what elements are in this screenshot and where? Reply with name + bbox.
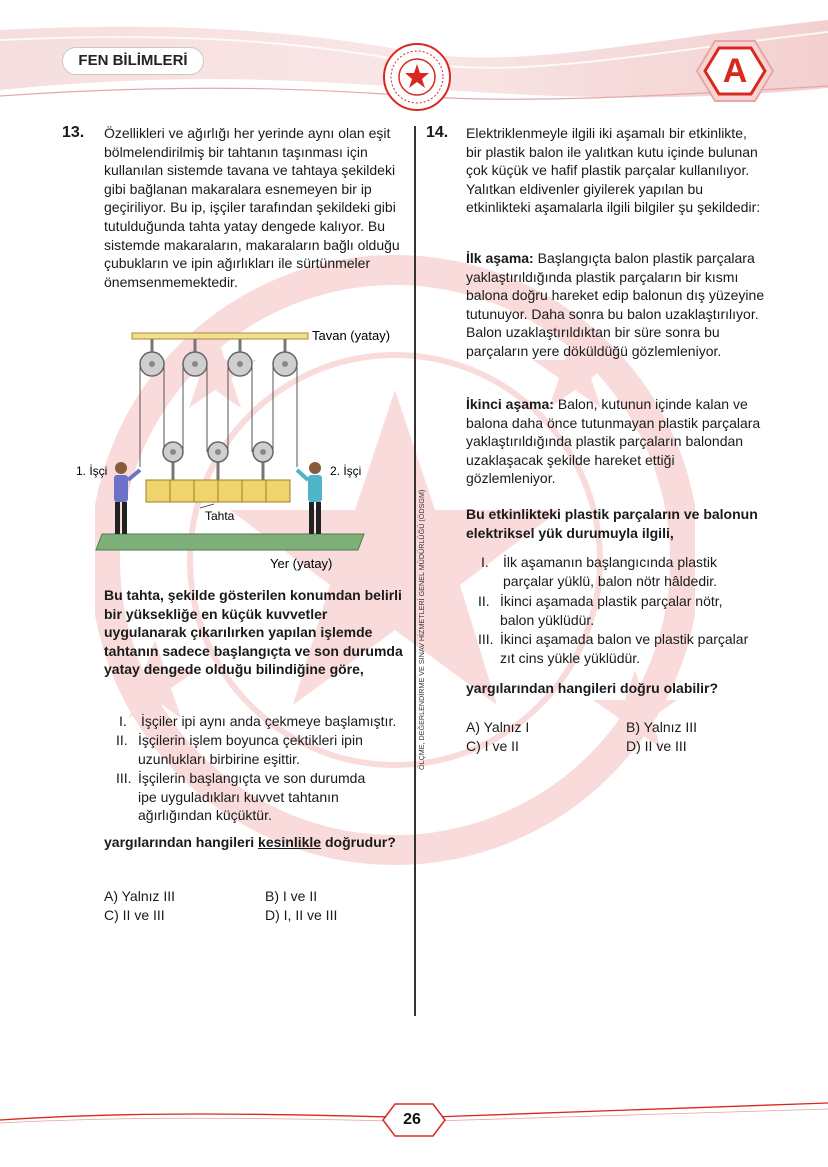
question-13-stem: Özellikleri ve ağırlığı her yerinde aynı olan eşit bölmelendirilmiş bir tahtanın taşınması için kullanılan sistemde tavana ve tahtaya şekildeki gibi bağlanan makaralara esnemeyen bir ip geçiriliyor. Bu ip, işçiler tarafından şekildeki gibi tutulduğunda tahta yatay dengede kalıyor. Bu sistemde makaraların, makaraların bağlı olduğu çubukların ve ipin ağırlıkları ile sürtünmeler önemsenmemektedir. (104, 125, 400, 290)
label-worker-2: 2. İşçi (330, 464, 362, 478)
stage-text: Başlangıçta balon plastik parçalara yaklaştırıldığında plastik parçaların bir kısmı balona doğru hareket edip balonun dış yüzeyine tutunuyor. Daha sonra bu balon uzaklaştırılıyor. Balon uzaklaştırıldıktan bir süre sonra bu parçaların yere döküldüğü gözlemleniyor. (466, 250, 765, 359)
page-number: 26 (403, 1111, 421, 1128)
question-13-option-a[interactable]: A) Yalnız III (104, 888, 176, 904)
question-13-final-prompt (104, 833, 404, 852)
statement-text: İşçiler ipi aynı anda çekmeye başlamıştır. (141, 713, 397, 729)
question-14-second-stage (466, 395, 766, 488)
emphasis-word: kesinlikle (258, 834, 322, 850)
roman-numeral: II. (478, 593, 490, 609)
question-13-option-b[interactable]: B) I ve II (265, 888, 318, 904)
roman-numeral: I. (119, 713, 127, 729)
worker-1-icon (114, 462, 140, 534)
question-13-prompt: Bu tahta, şekilde gösterilen konumdan belirli bir yüksekliğe en küçük kuvvetler uygulanarak çıkarılırken yapılan işlemde tahtanın sadece başlangıçta ve son durumda yatay dengede olduğu bilindiğine göre, (104, 587, 403, 678)
question-14-number: 14. (426, 124, 449, 141)
label-ceiling: Tavan (yatay) (312, 328, 391, 343)
question-14-stem: Elektriklenmeyle ilgili iki aşamalı bir etkinlikte, bir plastik balon ile yalıtkan kutu içinde bulunan çok küçük ve hafif plastik parçalar kullanılıyor. Yalıtkan eldivenler giyilerek yapılan bu etkinlikteki aşamalarla ilgili bilgiler şu şekildedir: (466, 125, 761, 216)
label-worker-1: 1. İşçi (76, 464, 108, 478)
final-prompt-part: yargılarından hangileri (104, 834, 259, 850)
statement-text: İkinci aşamada plastik parçalar nötr, balon yüklüdür. (500, 593, 723, 628)
statement-text: İlk aşamanın başlangıcında plastik parçalar yüklü, balon nötr hâldedir. (503, 554, 718, 589)
roman-numeral: III. (116, 770, 132, 786)
worker-2-icon (297, 462, 322, 534)
pulley-figure (72, 322, 412, 580)
question-14-option-c[interactable]: C) I ve II (466, 738, 519, 754)
pulley-diagram (72, 322, 412, 580)
statement-text: İşçilerin işlem boyunca çektikleri ipin uzunlukları birbirine eşittir. (138, 732, 363, 767)
question-14-option-d[interactable]: D) II ve III (626, 738, 687, 754)
ministry-logo-icon (382, 42, 452, 112)
roman-numeral: I. (481, 554, 489, 570)
statement-text: İşçilerin başlangıçta ve son durumda ipe uyguladıkları kuvvet tahtanın ağırlığından küçüktür. (138, 770, 366, 824)
question-13-option-d[interactable]: D) I, II ve III (265, 907, 338, 923)
stage-label: İlk aşama: (466, 250, 534, 266)
question-14-option-a[interactable]: A) Yalnız I (466, 719, 530, 735)
final-prompt-part: doğrudur? (321, 834, 396, 850)
stage-label: İkinci aşama: (466, 396, 554, 412)
stage-text: Balon, kutunun içinde kalan ve balona daha önce tutunmayan plastik parçalara yaklaştırıldığında plastik parçaların balondan uzaklaşacak şekilde hareket ettiği gözlemleniyor. (466, 396, 761, 487)
side-caption-text: ÖLÇME, DEĞERLENDİRME VE SINAV HİZMETLERİ GENEL MÜDÜRLÜĞÜ (ÖDSGM) (417, 489, 426, 770)
subject-label: FEN BİLİMLERİ (62, 47, 204, 75)
question-14-prompt: Bu etkinlikteki plastik parçaların ve balonun elektriksel yük durumuyla ilgili, (466, 506, 758, 541)
question-14-final-prompt: yargılarından hangileri doğru olabilir? (466, 680, 719, 696)
label-board: Tahta (205, 509, 235, 523)
question-14-option-b[interactable]: B) Yalnız III (626, 719, 698, 735)
question-13-number: 13. (62, 124, 85, 141)
question-13-option-c[interactable]: C) II ve III (104, 907, 165, 923)
roman-numeral: II. (116, 732, 128, 748)
roman-numeral: III. (478, 631, 494, 647)
label-ground: Yer (yatay) (270, 556, 333, 571)
column-divider (414, 126, 416, 1016)
statement-text: İkinci aşamada balon ve plastik parçalar zıt cins yükle yüklüdür. (500, 631, 749, 666)
question-14-first-stage (466, 249, 766, 361)
booklet-letter: A (722, 52, 748, 90)
